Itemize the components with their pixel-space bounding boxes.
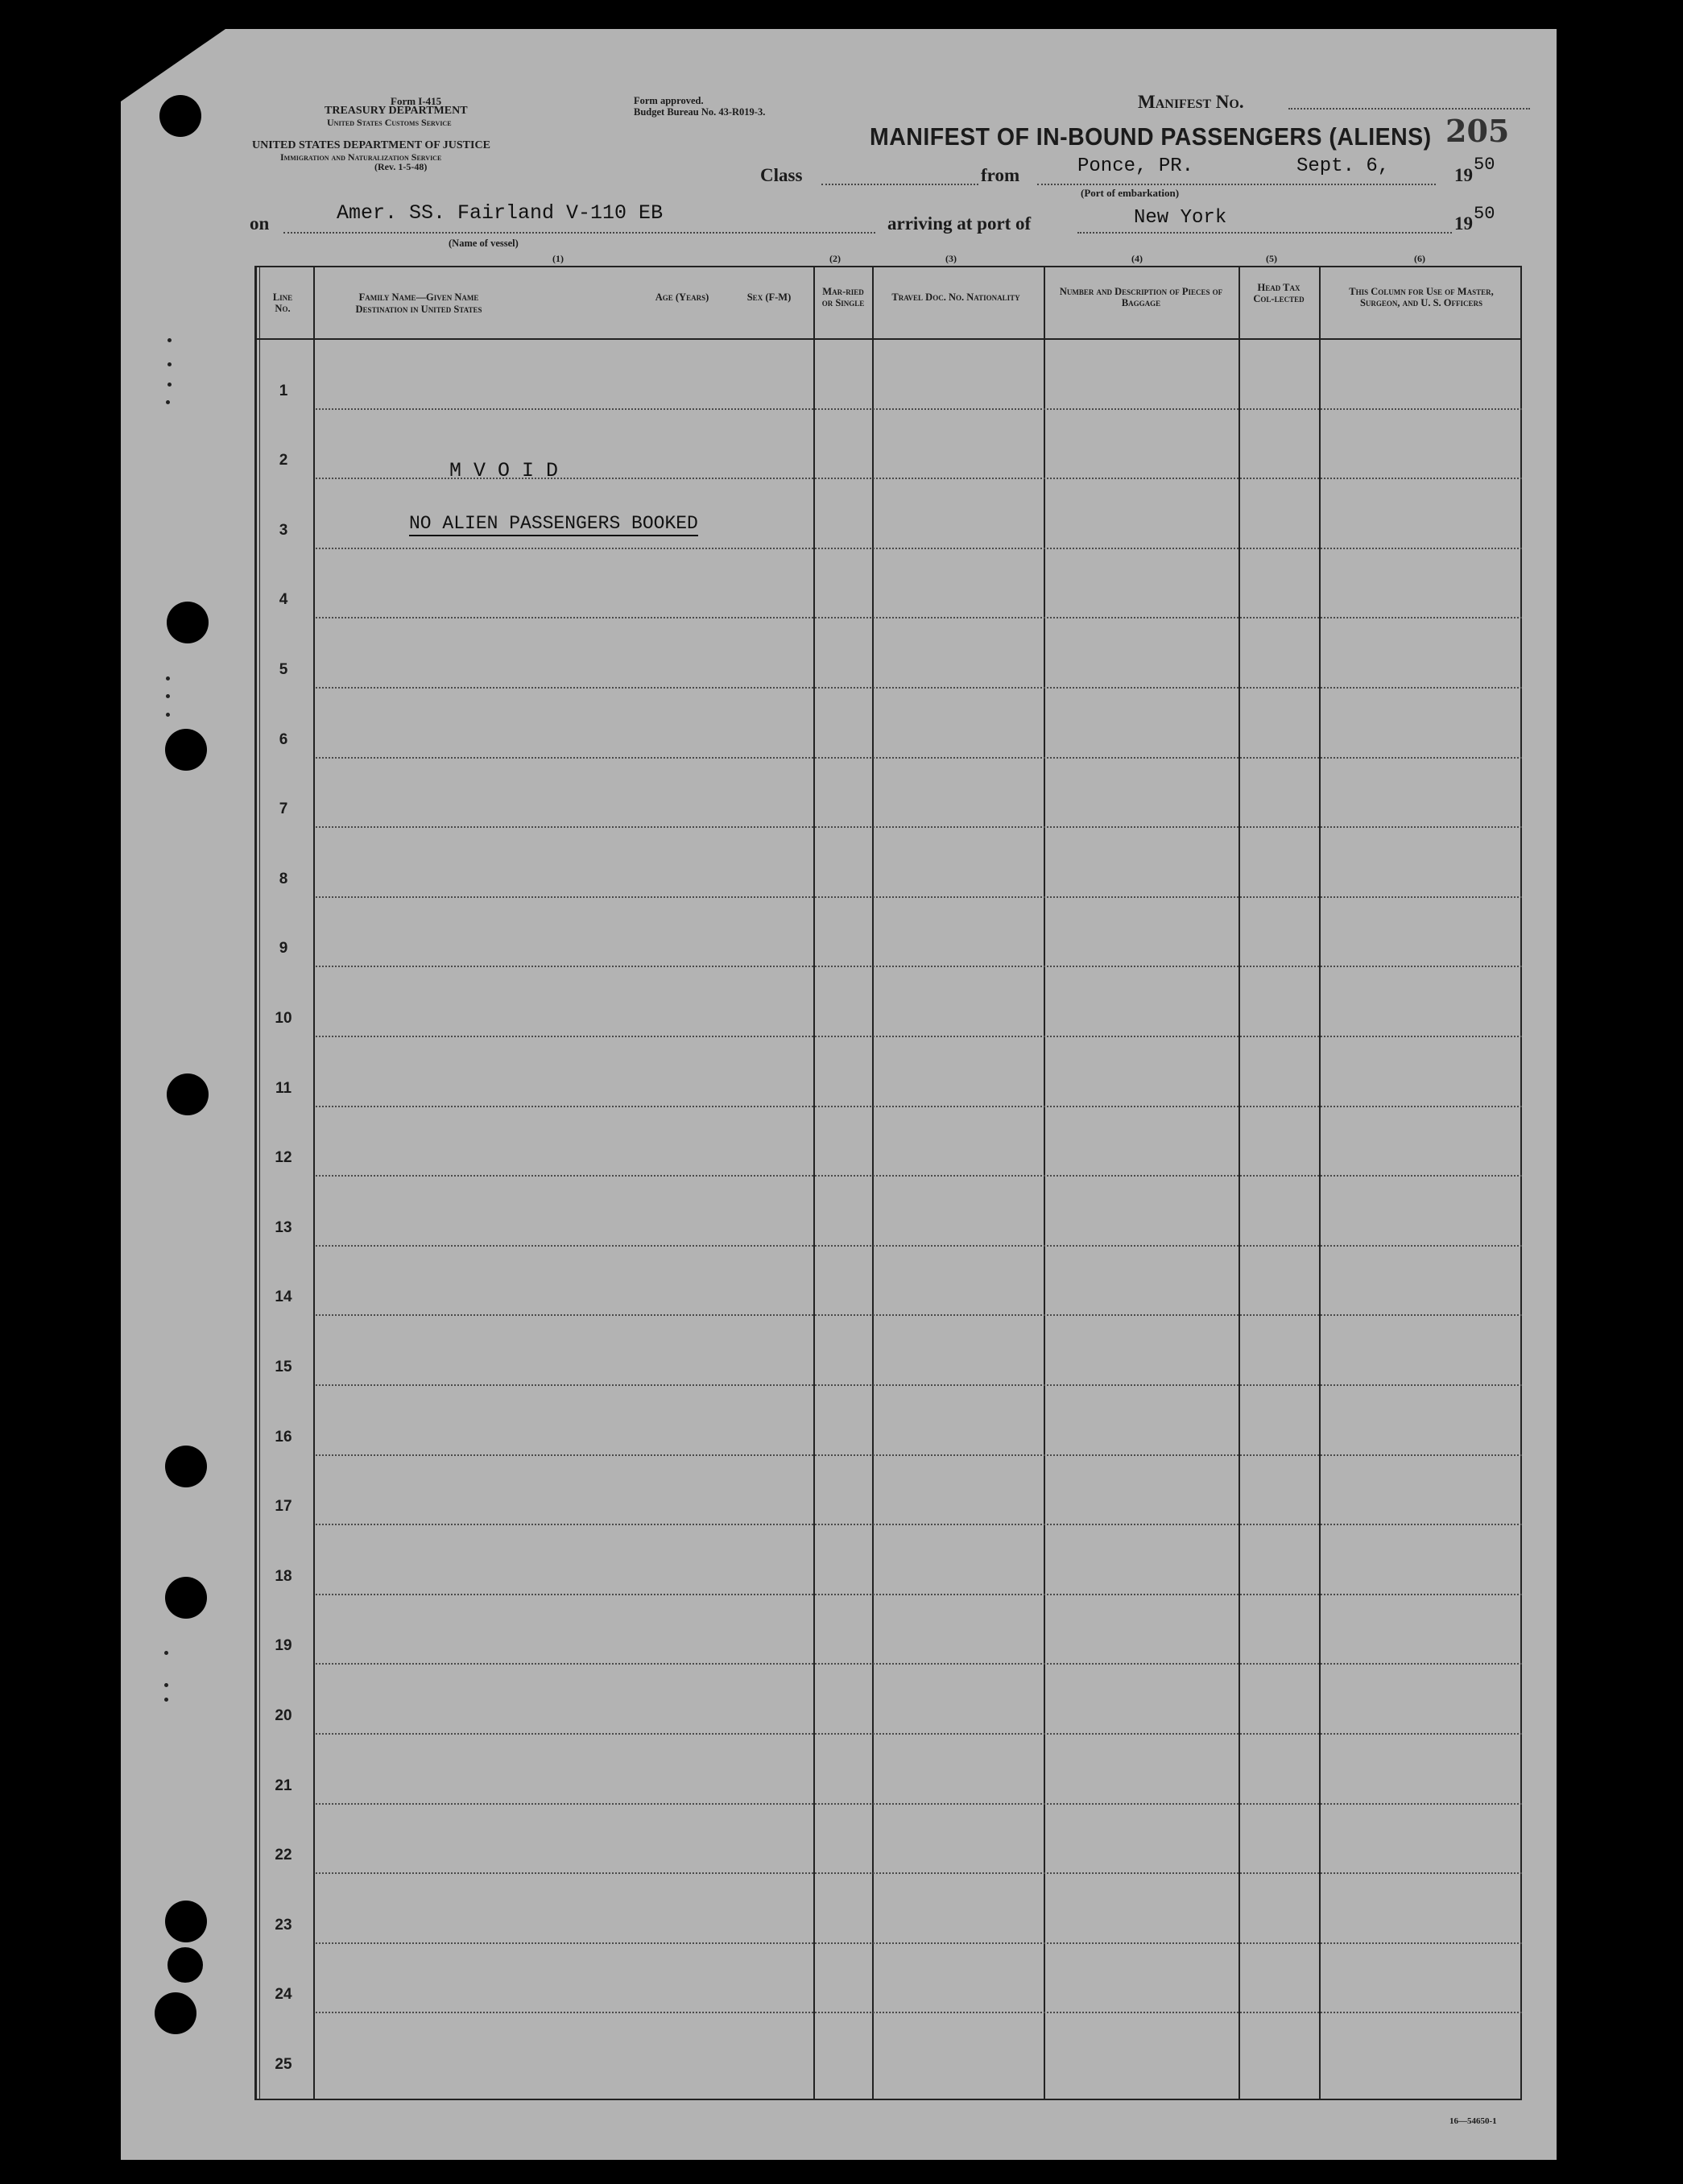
speck xyxy=(166,694,170,698)
manifest-no-value: 205 xyxy=(1445,113,1510,149)
year-value: 50 xyxy=(1474,155,1495,175)
punch-hole xyxy=(165,1577,207,1619)
line-number: 15 xyxy=(275,1359,292,1375)
punch-hole xyxy=(167,602,209,643)
table-bottom-border xyxy=(254,2099,1522,2100)
table-row xyxy=(316,757,1522,759)
print-code: 16—54650-1 xyxy=(1449,2116,1497,2126)
class-label: Class xyxy=(760,165,803,185)
column-number-2: (2) xyxy=(829,253,841,264)
form-number: Form I-415 xyxy=(391,95,442,107)
table-row xyxy=(316,1245,1522,1247)
line-number: 6 xyxy=(279,730,288,748)
table-row xyxy=(316,1594,1522,1595)
manifest-paper xyxy=(121,29,1557,2160)
line-number: 23 xyxy=(275,1916,292,1934)
punch-hole xyxy=(165,729,207,771)
header-head-tax: Head Tax Col-lected xyxy=(1253,282,1305,304)
table-row xyxy=(316,966,1522,967)
departure-date: Sept. 6, xyxy=(1296,155,1390,177)
port-caption: (Port of embarkation) xyxy=(1081,187,1180,199)
line-number: 12 xyxy=(275,1149,292,1167)
line-number: 25 xyxy=(275,2056,292,2073)
punch-hole xyxy=(155,1992,196,2034)
port-of-embarkation: Ponce, PR. xyxy=(1077,155,1194,177)
arrival-year-prefix: 19 xyxy=(1454,213,1473,234)
table-row xyxy=(316,617,1522,618)
speck xyxy=(164,1683,168,1687)
table-row xyxy=(316,1663,1522,1665)
speck xyxy=(164,1698,168,1702)
line-number: 7 xyxy=(279,800,288,818)
speck xyxy=(167,383,172,387)
form-approved: Form approved. xyxy=(634,95,704,106)
from-label: from xyxy=(981,165,1020,185)
punch-hole xyxy=(159,95,201,137)
table-row xyxy=(316,1106,1522,1107)
column-divider xyxy=(313,266,315,2100)
table-row xyxy=(316,687,1522,689)
column-number-6: (6) xyxy=(1414,253,1425,264)
arriving-field-line xyxy=(1077,232,1452,234)
header-married: Mar-ried or Single xyxy=(821,286,865,308)
header-destination: Destination in United States xyxy=(355,304,482,315)
speck xyxy=(166,713,170,717)
table-right-border xyxy=(1520,266,1522,2100)
header-travel-doc: Travel Doc. No. Nationality xyxy=(891,292,1020,303)
column-divider xyxy=(1044,266,1045,2100)
line-number: 3 xyxy=(279,521,288,539)
line-number: 13 xyxy=(275,1218,292,1236)
table-row xyxy=(316,1942,1522,1944)
from-field-line xyxy=(1037,184,1436,185)
line-number: 1 xyxy=(279,382,288,399)
table-row xyxy=(316,1036,1522,1037)
arriving-label: arriving at port of xyxy=(887,213,1032,234)
line-number: 5 xyxy=(279,661,288,678)
column-divider xyxy=(813,266,815,2100)
table-row xyxy=(316,1872,1522,1874)
table-header-border xyxy=(254,338,1522,340)
line-number: 24 xyxy=(275,1986,292,2004)
header-officers: This Column for Use of Master, Surgeon, and U. S. Officers xyxy=(1349,286,1494,308)
header-baggage: Number and Description of Pieces of Baggage xyxy=(1059,286,1223,308)
line-number: 8 xyxy=(279,870,288,887)
immigration-service: Immigration and Naturalization Service xyxy=(280,151,442,163)
speck xyxy=(167,338,172,342)
manifest-title: MANIFEST OF IN-BOUND PASSENGERS (ALIENS) xyxy=(870,122,1432,151)
table-row xyxy=(316,1384,1522,1386)
column-number-5: (5) xyxy=(1266,253,1277,264)
on-label: on xyxy=(250,213,270,234)
customs-service: United States Customs Service xyxy=(327,117,452,128)
header-line-no: Line No. xyxy=(272,292,293,314)
column-number-3: (3) xyxy=(945,253,957,264)
arrival-year-value: 50 xyxy=(1474,204,1495,224)
table-row xyxy=(316,826,1522,828)
line-number: 10 xyxy=(275,1010,292,1027)
table-row xyxy=(316,548,1522,549)
line-number: 22 xyxy=(275,1847,292,1864)
table-row xyxy=(316,1454,1522,1456)
line-number: 16 xyxy=(275,1428,292,1446)
table-row xyxy=(316,1314,1522,1316)
line-number: 17 xyxy=(275,1498,292,1516)
table-row xyxy=(316,408,1522,410)
table-row xyxy=(316,1175,1522,1177)
table-left-border-inner xyxy=(259,266,260,2100)
table-row xyxy=(316,2012,1522,2013)
punch-hole xyxy=(165,1901,207,1942)
speck xyxy=(166,400,170,404)
manifest-no-label: Manifest No. xyxy=(1138,92,1244,112)
vessel-name: Amer. SS. Fairland V-110 EB xyxy=(337,201,664,225)
treasury-department: TREASURY DEPARTMENT xyxy=(325,105,468,117)
table-row xyxy=(316,1803,1522,1805)
year-prefix: 19 xyxy=(1454,165,1473,185)
speck xyxy=(166,676,170,680)
vessel-caption: (Name of vessel) xyxy=(449,238,519,249)
line-number: 18 xyxy=(275,1567,292,1585)
punch-hole xyxy=(165,1446,207,1487)
header-family-name: Family Name—Given Name xyxy=(358,292,479,303)
header-age: Age (Years) xyxy=(655,292,709,303)
revision-date: (Rev. 1-5-48) xyxy=(374,161,428,172)
header-sex: Sex (F-M) xyxy=(746,292,792,303)
arrival-port: New York xyxy=(1134,207,1227,229)
line-number: 21 xyxy=(275,1777,292,1794)
punch-hole xyxy=(167,1073,209,1115)
line-number: 2 xyxy=(279,452,288,469)
line-number: 11 xyxy=(275,1079,292,1097)
class-field xyxy=(821,184,978,185)
column-divider xyxy=(872,266,874,2100)
table-row xyxy=(316,896,1522,898)
punch-hole xyxy=(167,1947,203,1983)
table-row xyxy=(316,1733,1522,1735)
column-number-4: (4) xyxy=(1131,253,1143,264)
line-number: 14 xyxy=(275,1288,292,1306)
void-stamp: M V O I D xyxy=(449,459,559,482)
line-number: 19 xyxy=(275,1637,292,1655)
column-divider xyxy=(1238,266,1240,2100)
line-number: 4 xyxy=(279,591,288,609)
manifest-no-line xyxy=(1288,108,1530,110)
vessel-field-line xyxy=(283,232,875,234)
table-left-border xyxy=(254,266,257,2100)
budget-bureau-number: Budget Bureau No. 43-R019-3. xyxy=(634,106,766,118)
speck xyxy=(164,1651,168,1655)
speck xyxy=(167,362,172,366)
table-row xyxy=(316,1524,1522,1525)
line-number: 9 xyxy=(279,940,288,958)
line-number: 20 xyxy=(275,1707,292,1724)
no-alien-passengers-note: NO ALIEN PASSENGERS BOOKED xyxy=(409,513,698,536)
column-divider xyxy=(1319,266,1321,2100)
column-number-1: (1) xyxy=(552,253,564,264)
department-of-justice: UNITED STATES DEPARTMENT OF JUSTICE xyxy=(252,139,490,151)
table-top-border xyxy=(254,266,1522,267)
